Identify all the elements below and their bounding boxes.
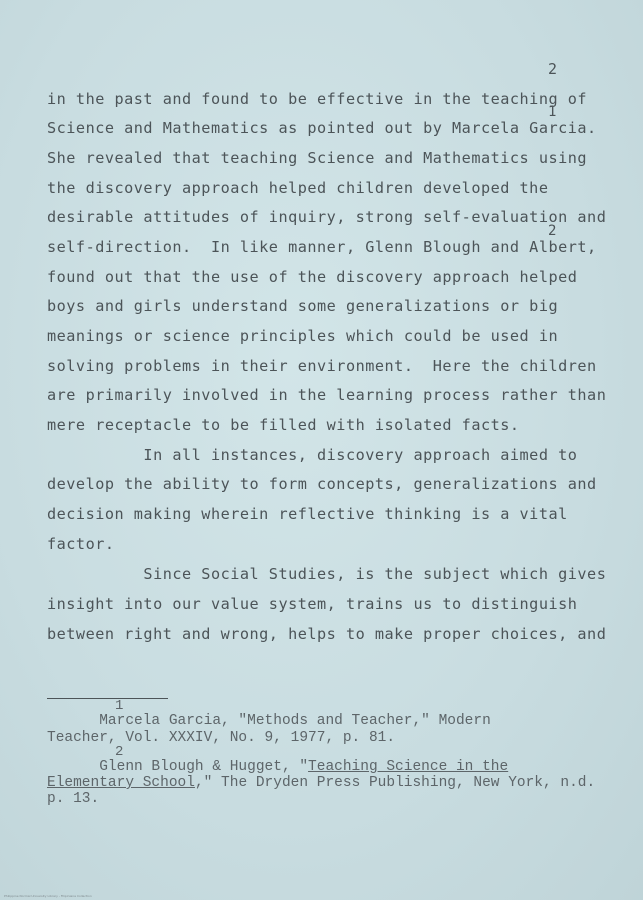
footnote-2-line-3: p. 13. [47,791,100,807]
body-line-2: Science and Mathematics as pointed out by Marcela Garcia. [47,119,597,137]
footnote-2-publisher: ," The Dryden Press Publishing, New York, n.d. [194,775,596,791]
body-line-19: between right and wrong, helps to make proper choices, and [47,625,607,643]
body-line-12: mere receptacle to be filled with isolated facts. [47,416,520,434]
footnote-2-mark: 2 [115,744,124,760]
body-line-5: desirable attitudes of inquiry, strong self-evaluation and [47,208,607,226]
superscript-ref-1: 1 [548,104,557,120]
body-line-16: factor. [47,535,115,553]
footnote-1-mark: 1 [115,698,124,714]
body-line-14: develop the ability to form concepts, generalizations and [47,475,597,493]
footnote-1-line-2: Teacher, Vol. XXXIV, No. 9, 1977, p. 81. [47,730,396,746]
body-line-13: In all instances, discovery approach aimed to [47,446,578,464]
page-number: 2 [548,60,558,78]
footnote-2-title-part-2: Elementary School [47,775,195,791]
body-line-4: the discovery approach helped children developed the [47,179,549,197]
footnote-2-title-part-1: Teaching Science in the [308,759,509,775]
scan-watermark: Philippine Normal University Library - Filipiniana Collection [4,894,92,898]
body-line-11: are primarily involved in the learning process rather than [47,386,607,404]
body-line-18: insight into our value system, trains us to distinguish [47,595,578,613]
footnote-1-line-1: Marcela Garcia, "Methods and Teacher," Modern [47,713,491,729]
footnote-2-line-2 [47,775,595,791]
body-line-6: self-direction. In like manner, Glenn Blough and Albert, [47,238,597,256]
body-line-8: boys and girls understand some generalizations or big [47,297,559,315]
footnote-2-prefix: Glenn Blough & Hugget, " [47,759,309,775]
body-line-1: in the past and found to be effective in the teaching of [47,90,588,108]
body-line-9: meanings or science principles which could be used in [47,327,559,345]
body-line-7: found out that the use of the discovery approach helped [47,268,578,286]
body-line-17: Since Social Studies, is the subject which gives [47,565,607,583]
footnote-separator [47,698,168,699]
body-line-3: She revealed that teaching Science and Mathematics using [47,149,588,167]
body-line-15: decision making wherein reflective thinking is a vital [47,505,568,523]
body-line-10: solving problems in their environment. Here the children [47,357,597,375]
superscript-ref-2: 2 [548,223,557,239]
footnote-2-line-1 [47,759,508,775]
